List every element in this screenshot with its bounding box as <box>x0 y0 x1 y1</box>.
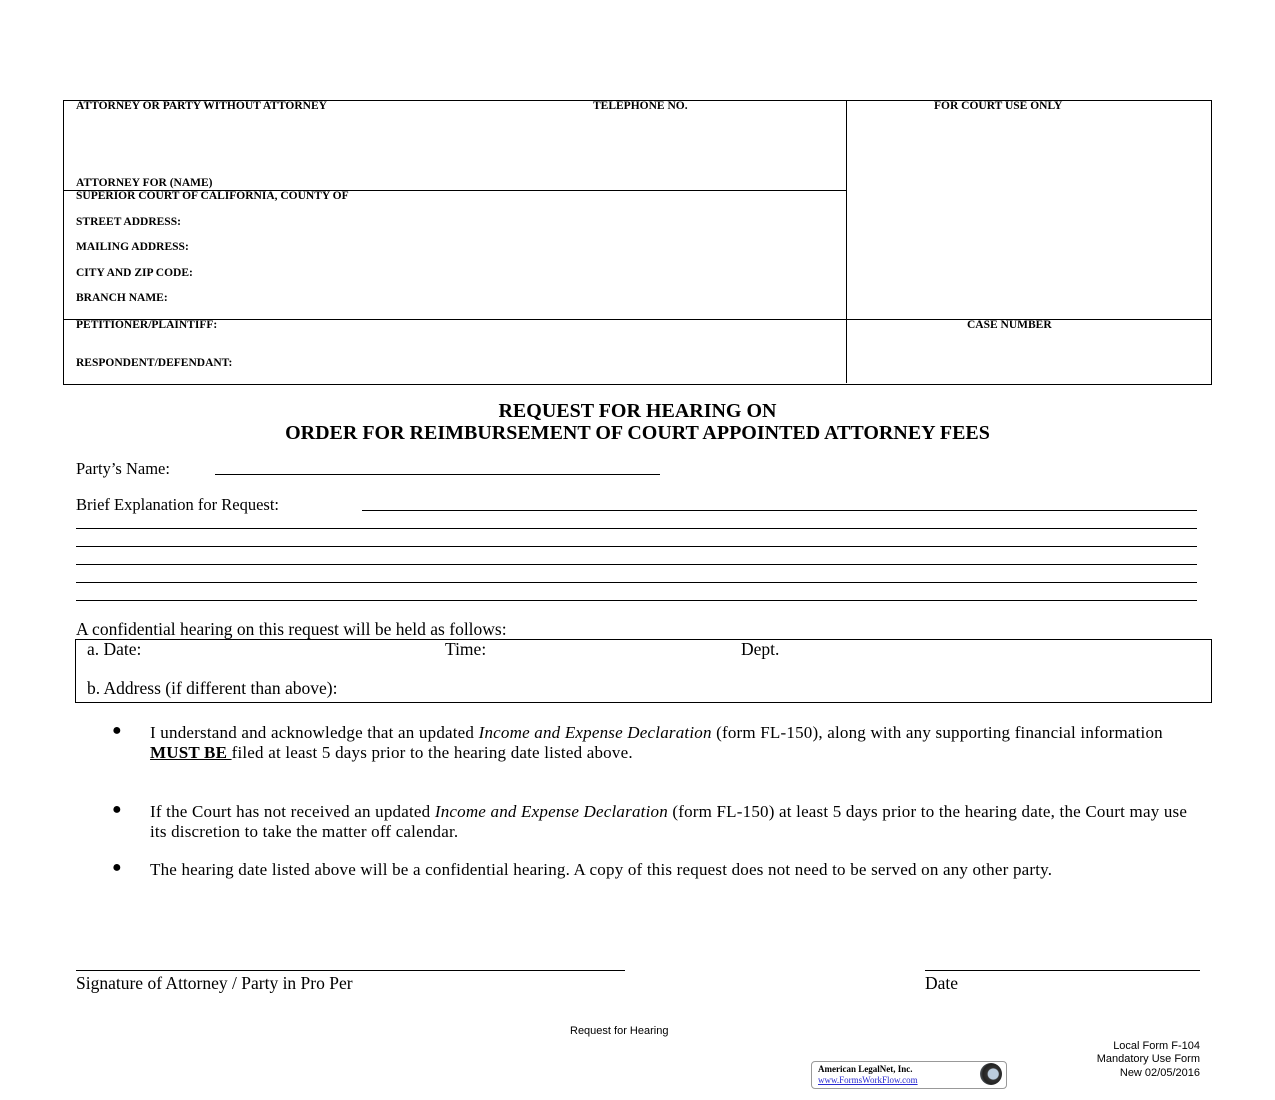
branch-label: BRANCH NAME: <box>76 292 168 304</box>
attorney-for-label: ATTORNEY FOR (NAME) <box>76 177 213 189</box>
court-use-label: FOR COURT USE ONLY <box>934 100 1063 112</box>
title-line-2: ORDER FOR REIMBURSEMENT OF COURT APPOINTED ATTORNEY FEES <box>285 422 990 444</box>
bullet-2: If the Court has not received an updated Income and Expense Declaration (form FL-150) at least 5 days prior to the hearing date, the Court may use its discretion to take the matter off calendar. <box>150 802 1188 841</box>
bullet-icon: ● <box>112 859 122 876</box>
date-sign-label: Date <box>925 973 959 993</box>
signature-field[interactable] <box>76 970 625 971</box>
bullet-3: The hearing date listed above will be a confidential hearing. A copy of this request does not need to be served on any other party. <box>150 860 1053 879</box>
explanation-line[interactable] <box>76 600 1197 601</box>
form-number: Local Form F-104 <box>1113 1040 1200 1052</box>
hearing-intro: A confidential hearing on this request will be held as follows: <box>76 619 507 639</box>
telephone-label: TELEPHONE NO. <box>593 100 688 112</box>
dept-label: Dept. <box>741 639 780 659</box>
petitioner-label: PETITIONER/PLAINTIFF: <box>76 319 218 331</box>
explanation-line[interactable] <box>76 528 1197 529</box>
address-label: b. Address (if different than above): <box>87 678 338 698</box>
explanation-line[interactable] <box>76 582 1197 583</box>
title-line-1: REQUEST FOR HEARING ON <box>498 400 777 422</box>
bullet-1: I understand and acknowledge that an updated Income and Expense Declaration (form FL-150), along with any supporting financial information MUST BE filed at least 5 days prior to the hearing date listed above. <box>150 723 1163 762</box>
mailing-label: MAILING ADDRESS: <box>76 241 189 253</box>
globe-logo-icon <box>980 1063 1002 1085</box>
brand-name: American LegalNet, Inc. <box>818 1064 913 1074</box>
brand-url[interactable]: www.FormsWorkFlow.com <box>818 1075 918 1085</box>
party-name-field[interactable] <box>215 474 660 475</box>
explanation-label: Brief Explanation for Request: <box>76 495 279 514</box>
signature-label: Signature of Attorney / Party in Pro Per <box>76 973 353 993</box>
date-field[interactable] <box>925 970 1200 971</box>
party-name-label: Party’s Name: <box>76 459 170 478</box>
respondent-label: RESPONDENT/DEFENDANT: <box>76 357 233 369</box>
attorney-label: ATTORNEY OR PARTY WITHOUT ATTORNEY <box>76 100 327 112</box>
court-label: SUPERIOR COURT OF CALIFORNIA, COUNTY OF <box>76 190 349 202</box>
explanation-line[interactable] <box>76 564 1197 565</box>
caption-table <box>63 100 1212 385</box>
mandatory-label: Mandatory Use Form <box>1096 1053 1200 1065</box>
street-label: STREET ADDRESS: <box>76 216 181 228</box>
legalnet-badge[interactable] <box>811 1061 1007 1089</box>
date-label: a. Date: <box>87 639 142 659</box>
footer-title: Request for Hearing <box>570 1025 669 1037</box>
bullet-icon: ● <box>112 722 122 739</box>
revision-date: New 02/05/2016 <box>1119 1067 1200 1079</box>
explanation-line[interactable] <box>76 546 1197 547</box>
case-number-label: CASE NUMBER <box>967 319 1052 331</box>
city-zip-label: CITY AND ZIP CODE: <box>76 267 193 279</box>
explanation-field[interactable] <box>362 510 1197 511</box>
divider <box>846 100 847 383</box>
bullet-icon: ● <box>112 801 122 818</box>
time-label: Time: <box>445 639 487 659</box>
